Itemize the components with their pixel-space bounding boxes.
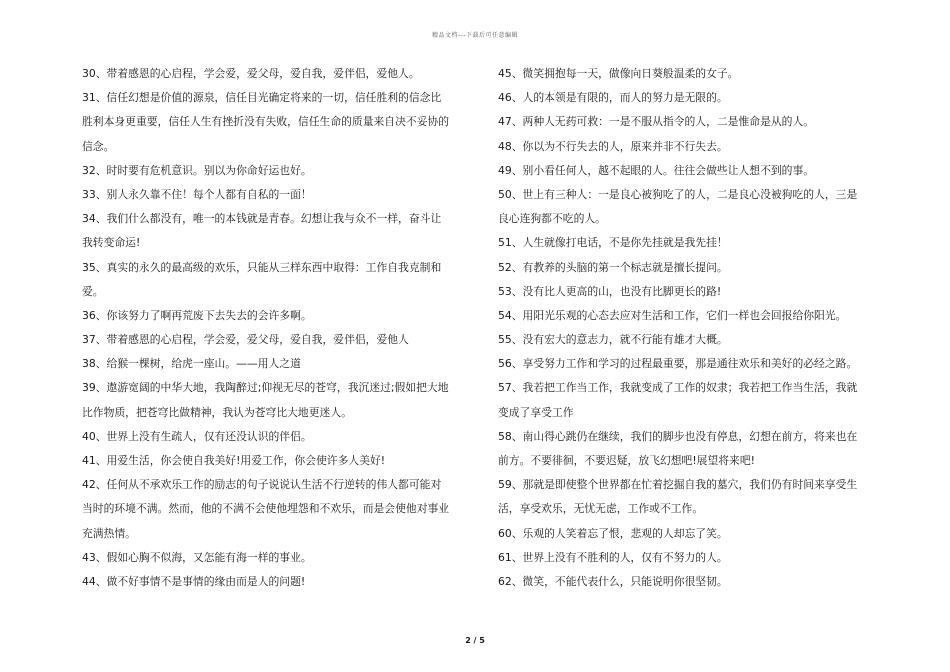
right-text-column — [498, 62, 882, 594]
text-line: 62、微笑，不能代表什么，只能说明你很坚韧。 — [498, 574, 728, 588]
text-line: 51、人生就像打电话，不是你先挂就是我先挂！ — [498, 236, 728, 250]
text-line: 32、时时要有危机意识。别以为你命好运也好。 — [82, 163, 312, 177]
text-line: 良心连狗都不吃的人。 — [498, 212, 606, 226]
text-line: 59、那就是即使整个世界都在忙着挖掘自我的墓穴，我们仍有时间来享受生 — [498, 478, 858, 492]
text-line: 胜利本身更重要，信任人生有挫折没有失败，信任生命的质量来自决不妥协的 — [82, 115, 450, 129]
text-line: 34、我们什么都没有，唯一的本钱就是青春。幻想让我与众不一样，奋斗让 — [82, 212, 442, 226]
text-line: 52、有教养的头脑的第一个标志就是擅长提问。 — [498, 260, 728, 274]
left-text-column — [82, 62, 466, 594]
page-number: 2 / 5 — [465, 636, 485, 645]
text-line: 41、用爱生活，你会使自我美好!用爱工作，你会使许多人美好! — [82, 454, 386, 467]
text-line: 47、两种人无药可救：一是不服从指令的人，二是惟命是从的人。 — [498, 115, 815, 129]
text-line: 54、用阳光乐观的心态去应对生活和工作，它们一样也会回报给你阳光。 — [498, 308, 847, 322]
text-line: 30、带着感恩的心启程，学会爱，爱父母，爱自我，爱伴侣，爱他人。 — [82, 67, 420, 80]
text-line: 45、微笑拥抱每一天，做像向日葵般温柔的女子。 — [498, 67, 739, 80]
text-line: 31、信任幻想是价值的源泉，信任目光确定将来的一切，信任胜利的信念比 — [82, 91, 442, 105]
page-header: 精品文档---下载后可任意编辑 — [432, 32, 518, 39]
text-line: 我转变命运! — [82, 236, 141, 250]
text-line: 43、假如心胸不似海，又怎能有海一样的事业。 — [82, 550, 312, 564]
text-line: 活，享受欢乐，无忧无虑，工作或不工作。 — [498, 502, 704, 516]
text-line: 61、世界上没有不胜利的人，仅有不努力的人。 — [498, 550, 728, 564]
text-line: 35、真实的永久的最高级的欢乐，只能从三样东西中取得：工作自我克制和 — [82, 260, 442, 274]
text-line: 信念。 — [82, 139, 115, 153]
text-line: 49、别小看任何人，越不起眼的人。往往会做些让人想不到的事。 — [498, 163, 815, 177]
text-line: 37、带着感恩的心启程，学会爱，爱父母，爱自我，爱伴侣，爱他人 — [82, 333, 409, 347]
text-line: 比作物质，把苍穹比做精神，我认为苍穹比大地更迷人。 — [82, 405, 352, 419]
text-line: 44、做不好事情不是事情的缘由而是人的问题! — [82, 574, 306, 588]
text-line: 38、给猴一棵树，给虎一座山。——用人之道 — [82, 357, 301, 371]
text-line: 53、没有比人更高的山，也没有比脚更长的路! — [498, 284, 722, 298]
text-line: 56、享受努力工作和学习的过程最重要，那是通往欢乐和美好的必经之路。 — [498, 357, 858, 371]
text-line: 爱。 — [82, 284, 104, 298]
text-line: 60、乐观的人笑着忘了恨，悲观的人却忘了笑。 — [498, 526, 728, 540]
text-line: 变成了享受工作 — [498, 405, 574, 419]
text-line: 充满热情。 — [82, 526, 136, 540]
text-line: 当时的环境不满。然而，他的不满不会使他埋怨和不欢乐，而是会使他对事业 — [82, 502, 450, 516]
text-line: 40、世界上没有生疏人，仅有还没认识的伴侣。 — [82, 429, 312, 443]
text-line: 48、你以为不行失去的人，原来并非不行失去。 — [498, 139, 728, 153]
text-line: 39、遨游宽阔的中华大地，我陶醉过;仰视无尽的苍穹，我沉迷过;假如把大地 — [82, 381, 449, 395]
text-line: 33、别人永久靠不住！每个人都有自私的一面！ — [82, 187, 312, 201]
text-line: 50、世上有三种人：一是良心被狗吃了的人，二是良心没被狗吃的人，三是 — [498, 187, 858, 201]
text-line: 前方。不要徘徊，不要迟疑，放飞幻想吧!展望将来吧! — [498, 454, 755, 467]
text-line: 58、南山得心跳仍在继续，我们的脚步也没有停息，幻想在前方，将来也在 — [498, 429, 858, 443]
text-line: 55、没有宏大的意志力，就不行能有雄才大概。 — [498, 333, 728, 347]
text-line: 42、任何从不承欢乐工作的励志的句子说说认生活不行逆转的伟人都可能对 — [82, 478, 442, 492]
text-line: 57、我若把工作当工作，我就变成了工作的奴隶；我若把工作当生活，我就 — [498, 381, 858, 395]
text-line: 46、人的本领是有限的，而人的努力是无限的。 — [498, 91, 728, 105]
text-line: 36、你该努力了啊再荒废下去失去的会许多啊。 — [82, 308, 312, 322]
